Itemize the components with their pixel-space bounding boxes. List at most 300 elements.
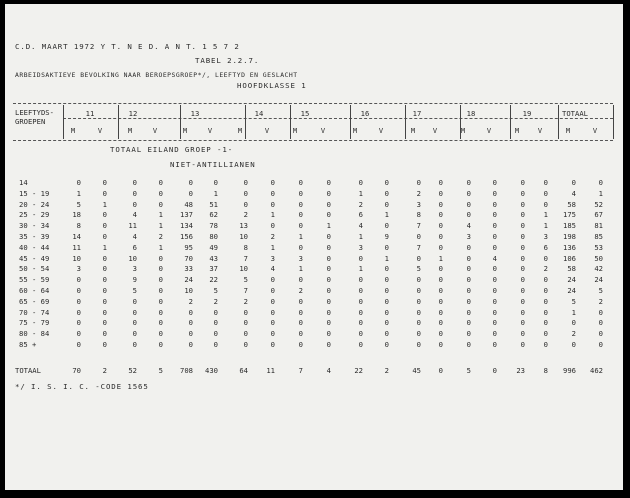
row-age-group: 20 - 24 (19, 199, 50, 209)
table-cell: 0 (598, 318, 603, 328)
sub-header: M (410, 127, 416, 135)
table-cell: 0 (492, 286, 497, 295)
table-cell: 0 (543, 286, 548, 295)
table-cell: 48 (184, 199, 193, 209)
table-cell: 8 (76, 221, 81, 231)
table-cell: 51 (209, 199, 218, 209)
table-cell: 0 (492, 340, 497, 349)
table-cell: 0 (102, 286, 107, 295)
table-cell: 0 (132, 188, 137, 198)
table-cell: 0 (384, 242, 389, 252)
total-cell: 2 (102, 366, 107, 375)
sub-header: V (152, 127, 158, 135)
table-cell: 0 (543, 275, 548, 285)
table-cell: 0 (326, 296, 331, 306)
table-cell: 0 (298, 221, 303, 231)
table-cell: 14 (72, 232, 81, 241)
sub-header: M (352, 127, 358, 135)
table-cell: 0 (243, 188, 248, 198)
table-cell: 0 (543, 178, 548, 187)
table-cell: 5 (571, 296, 576, 306)
table-cell: 0 (270, 296, 275, 306)
table-cell: 70 (184, 253, 193, 263)
table-cell: 0 (243, 178, 248, 187)
table-cell: 8 (243, 242, 248, 252)
table-cell: 0 (326, 318, 331, 328)
sub-header: M (292, 127, 298, 135)
table-cell: 0 (326, 275, 331, 285)
table-cell: 185 (563, 221, 576, 231)
table-cell: 0 (188, 178, 193, 187)
table-cell: 1 (213, 188, 218, 198)
section-subtitle: NIET-ANTILLIANEN (170, 160, 256, 169)
table-cell: 0 (520, 242, 525, 252)
table-cell: 136 (563, 242, 576, 252)
total-cell: 52 (128, 366, 137, 375)
table-cell: 0 (543, 188, 548, 198)
column-divider (118, 105, 119, 139)
table-cell: 0 (466, 178, 471, 187)
table-cell: 2 (270, 232, 275, 241)
table-cell: 1 (358, 188, 363, 198)
table-cell: 134 (180, 221, 193, 231)
table-cell: 0 (358, 329, 363, 339)
table-cell: 0 (102, 178, 107, 187)
table-cell: 0 (438, 178, 443, 187)
table-cell: 0 (598, 178, 603, 187)
table-cell: 0 (384, 188, 389, 198)
header-line-1: C.D. MAART 1972 Y T. N E D. A N T. 1 5 7 2 (15, 42, 240, 51)
table-cell: 0 (438, 199, 443, 209)
table-cell: 37 (209, 264, 218, 274)
table-cell: 0 (492, 307, 497, 317)
group-header: 14 (254, 109, 264, 118)
table-cell: 0 (416, 232, 421, 241)
table-cell: 5 (132, 286, 137, 295)
table-cell: 0 (243, 307, 248, 317)
table-cell: 0 (466, 253, 471, 263)
table-cell: 0 (438, 242, 443, 252)
table-cell: 0 (298, 275, 303, 285)
header-bottom-rule (13, 140, 613, 141)
table-cell: 0 (188, 318, 193, 328)
table-cell: 0 (158, 275, 163, 285)
table-cell: 156 (180, 232, 193, 241)
table-cell: 0 (298, 307, 303, 317)
table-cell: 0 (543, 199, 548, 209)
table-cell: 0 (132, 329, 137, 339)
row-age-group: 15 - 19 (19, 188, 50, 198)
table-cell: 0 (466, 329, 471, 339)
table-cell: 0 (158, 188, 163, 198)
table-cell: 0 (438, 221, 443, 231)
table-cell: 0 (188, 188, 193, 198)
group-header: 19 (522, 109, 532, 118)
table-cell: 0 (492, 296, 497, 306)
table-cell: 1 (270, 242, 275, 252)
sub-header: V (207, 127, 213, 135)
table-cell: 0 (438, 286, 443, 295)
table-cell: 0 (438, 329, 443, 339)
table-cell: 0 (102, 296, 107, 306)
table-cell: 0 (76, 286, 81, 295)
table-cell: 0 (76, 329, 81, 339)
table-cell: 81 (594, 221, 603, 231)
table-cell: 1 (438, 253, 443, 263)
table-cell: 1 (358, 264, 363, 274)
group-header: 17 (412, 109, 422, 118)
row-age-group: 75 - 79 (19, 318, 50, 328)
table-cell: 0 (520, 188, 525, 198)
table-cell: 0 (102, 275, 107, 285)
table-cell: 3 (298, 253, 303, 263)
table-cell: 2 (213, 296, 218, 306)
table-cell: 4 (358, 221, 363, 231)
table-cell: 5 (243, 275, 248, 285)
table-cell: 52 (594, 199, 603, 209)
table-cell: 0 (466, 199, 471, 209)
table-cell: 0 (102, 188, 107, 198)
sub-header: M (565, 127, 571, 135)
sub-header: M (70, 127, 76, 135)
table-cell: 13 (239, 221, 248, 231)
table-cell: 1 (384, 253, 389, 263)
table-cell: 0 (520, 210, 525, 220)
table-cell: 0 (102, 221, 107, 231)
table-cell: 0 (492, 242, 497, 252)
sub-header: V (537, 127, 543, 135)
table-cell: 4 (132, 232, 137, 241)
table-cell: 1 (543, 221, 548, 231)
table-cell: 5 (76, 199, 81, 209)
table-cell: 0 (492, 199, 497, 209)
table-cell: 0 (492, 264, 497, 274)
column-divider (613, 105, 614, 139)
table-cell: 0 (102, 210, 107, 220)
table-cell: 0 (466, 340, 471, 349)
table-cell: 0 (213, 178, 218, 187)
table-cell: 43 (209, 253, 218, 263)
table-cell: 0 (520, 296, 525, 306)
table-cell: 0 (520, 318, 525, 328)
table-cell: 0 (76, 296, 81, 306)
table-cell: 10 (184, 286, 193, 295)
table-cell: 0 (132, 178, 137, 187)
table-cell: 10 (128, 253, 137, 263)
group-header: TOTAAL (562, 109, 588, 118)
table-cell: 0 (188, 329, 193, 339)
row-age-group: 80 - 84 (19, 329, 50, 339)
table-cell: 0 (384, 221, 389, 231)
table-cell: 0 (102, 253, 107, 263)
table-cell: 0 (492, 188, 497, 198)
table-cell: 0 (270, 221, 275, 231)
table-cell: 0 (438, 340, 443, 349)
table-cell: 0 (466, 242, 471, 252)
table-cell: 85 (594, 232, 603, 241)
table-cell: 0 (298, 340, 303, 349)
table-cell: 1 (384, 210, 389, 220)
table-cell: 0 (158, 296, 163, 306)
table-cell: 0 (598, 340, 603, 349)
table-cell: 0 (158, 318, 163, 328)
table-cell: 24 (594, 275, 603, 285)
table-cell: 0 (326, 199, 331, 209)
table-cell: 106 (563, 253, 576, 263)
table-cell: 5 (598, 286, 603, 295)
table-cell: 6 (543, 242, 548, 252)
table-cell: 5 (416, 264, 421, 274)
table-cell: 67 (594, 210, 603, 220)
document-page (5, 4, 623, 490)
total-cell: 5 (158, 366, 163, 375)
table-cell: 0 (438, 275, 443, 285)
table-cell: 0 (326, 188, 331, 198)
table-cell: 0 (132, 318, 137, 328)
table-cell: 0 (102, 329, 107, 339)
table-cell: 0 (158, 307, 163, 317)
top-rule (13, 103, 613, 104)
table-cell: 0 (492, 178, 497, 187)
table-cell: 0 (102, 340, 107, 349)
table-cell: 3 (466, 232, 471, 241)
table-cell: 0 (326, 232, 331, 241)
table-cell: 3 (358, 242, 363, 252)
table-cell: 0 (520, 340, 525, 349)
table-cell: 0 (76, 340, 81, 349)
column-divider (63, 105, 64, 139)
table-cell: 7 (416, 242, 421, 252)
table-cell: 0 (438, 232, 443, 241)
table-cell: 0 (158, 329, 163, 339)
table-cell: 0 (416, 318, 421, 328)
table-cell: 0 (298, 318, 303, 328)
table-cell: 0 (158, 264, 163, 274)
table-cell: 4 (571, 188, 576, 198)
table-cell: 0 (188, 307, 193, 317)
table-cell: 0 (492, 221, 497, 231)
table-cell: 5 (213, 286, 218, 295)
table-cell: 42 (594, 264, 603, 274)
table-cell: 0 (243, 318, 248, 328)
table-cell: 137 (180, 210, 193, 220)
table-cell: 0 (270, 275, 275, 285)
total-cell: 0 (492, 366, 497, 375)
table-cell: 0 (358, 286, 363, 295)
table-cell: 0 (358, 253, 363, 263)
group-header: 11 (85, 109, 95, 118)
table-cell: 0 (543, 329, 548, 339)
table-cell: 0 (543, 340, 548, 349)
table-cell: 0 (326, 242, 331, 252)
table-cell: 4 (132, 210, 137, 220)
sub-header: M (127, 127, 133, 135)
table-cell: 0 (466, 318, 471, 328)
table-cell: 0 (416, 275, 421, 285)
table-cell: 1 (158, 210, 163, 220)
table-subtitle: HOOFDKLASSE 1 (237, 81, 307, 90)
table-cell: 2 (243, 210, 248, 220)
table-cell: 0 (76, 307, 81, 317)
table-cell: 0 (158, 286, 163, 295)
table-cell: 0 (466, 264, 471, 274)
table-cell: 1 (76, 188, 81, 198)
table-cell: 2 (416, 188, 421, 198)
row-age-group: 35 - 39 (19, 232, 50, 241)
table-cell: 7 (243, 253, 248, 263)
table-cell: 95 (184, 242, 193, 252)
table-cell: 4 (466, 221, 471, 231)
sub-header: M (460, 127, 466, 135)
table-cell: 0 (132, 307, 137, 317)
row-age-group: 14 (19, 178, 28, 187)
table-cell: 2 (571, 329, 576, 339)
table-cell: 80 (209, 232, 218, 241)
table-cell: 6 (358, 210, 363, 220)
total-cell: 22 (354, 366, 363, 375)
table-cell: 0 (384, 340, 389, 349)
table-cell: 0 (358, 318, 363, 328)
table-cell: 0 (384, 296, 389, 306)
table-cell: 4 (492, 253, 497, 263)
table-cell: 0 (298, 329, 303, 339)
table-cell: 0 (438, 210, 443, 220)
table-cell: 0 (102, 232, 107, 241)
total-cell: 45 (412, 366, 421, 375)
table-cell: 0 (270, 286, 275, 295)
table-cell: 0 (270, 329, 275, 339)
total-cell: 7 (298, 366, 303, 375)
table-cell: 22 (209, 275, 218, 285)
table-cell: 0 (492, 275, 497, 285)
table-cell: 0 (520, 329, 525, 339)
table-cell: 0 (298, 296, 303, 306)
table-cell: 0 (520, 221, 525, 231)
table-cell: 24 (184, 275, 193, 285)
table-cell: 10 (239, 232, 248, 241)
row-age-group: 50 - 54 (19, 264, 50, 274)
table-cell: 0 (243, 199, 248, 209)
table-cell: 1 (158, 221, 163, 231)
table-cell: 0 (492, 232, 497, 241)
table-cell: 0 (466, 307, 471, 317)
table-cell: 3 (132, 264, 137, 274)
table-cell: 0 (571, 318, 576, 328)
table-cell: 0 (466, 275, 471, 285)
table-cell: 24 (567, 286, 576, 295)
table-cell: 0 (326, 286, 331, 295)
table-cell: 24 (567, 275, 576, 285)
row-age-group: 70 - 74 (19, 307, 50, 317)
group-header: 15 (300, 109, 310, 118)
group-header: 16 (360, 109, 370, 118)
sub-header: V (486, 127, 492, 135)
group-header: 18 (466, 109, 476, 118)
table-cell: 2 (243, 296, 248, 306)
table-cell: 0 (326, 210, 331, 220)
table-cell: 50 (594, 253, 603, 263)
table-cell: 0 (270, 307, 275, 317)
table-cell: 0 (543, 296, 548, 306)
table-cell: 0 (466, 210, 471, 220)
group-header: 13 (190, 109, 200, 118)
table-cell: 0 (76, 275, 81, 285)
table-cell: 6 (132, 242, 137, 252)
sub-header: V (97, 127, 103, 135)
table-cell: 7 (416, 221, 421, 231)
table-cell: 1 (298, 232, 303, 241)
table-cell: 0 (598, 329, 603, 339)
table-cell: 0 (213, 307, 218, 317)
table-cell: 0 (102, 307, 107, 317)
table-cell: 9 (384, 232, 389, 241)
row-age-group: 30 - 34 (19, 221, 50, 231)
table-cell: 1 (158, 242, 163, 252)
table-cell: 0 (571, 340, 576, 349)
table-cell: 78 (209, 221, 218, 231)
table-cell: 1 (543, 210, 548, 220)
table-cell: 3 (270, 253, 275, 263)
table-cell: 0 (520, 253, 525, 263)
table-cell: 0 (158, 178, 163, 187)
column-divider (558, 105, 559, 139)
table-cell: 0 (598, 307, 603, 317)
table-cell: 0 (270, 199, 275, 209)
table-cell: 0 (492, 318, 497, 328)
table-cell: 1 (358, 232, 363, 241)
table-cell: 0 (76, 318, 81, 328)
table-cell: 0 (466, 188, 471, 198)
table-cell: 198 (563, 232, 576, 241)
section-title: TOTAAL EILAND GROEP -1- (110, 145, 234, 154)
table-cell: 3 (76, 264, 81, 274)
table-cell: 1 (298, 264, 303, 274)
sub-header: M (237, 127, 243, 135)
table-cell: 0 (543, 318, 548, 328)
table-cell: 1 (326, 221, 331, 231)
table-cell: 0 (158, 253, 163, 263)
table-cell: 0 (416, 307, 421, 317)
table-cell: 0 (270, 318, 275, 328)
table-cell: 0 (243, 329, 248, 339)
table-cell: 0 (213, 318, 218, 328)
table-cell: 0 (416, 178, 421, 187)
row-age-group: 40 - 44 (19, 242, 50, 252)
table-cell: 0 (358, 275, 363, 285)
total-cell: 23 (516, 366, 525, 375)
table-cell: 0 (571, 178, 576, 187)
table-cell: 0 (466, 296, 471, 306)
total-cell: 462 (590, 366, 603, 375)
table-cell: 0 (384, 178, 389, 187)
footnote: */ I. S. I. C. -CODE 1565 (15, 382, 149, 391)
total-cell: 708 (180, 366, 193, 375)
table-cell: 0 (326, 253, 331, 263)
total-cell: 5 (466, 366, 471, 375)
total-cell: 70 (72, 366, 81, 375)
sub-header: V (378, 127, 384, 135)
table-cell: 0 (384, 264, 389, 274)
total-cell: 430 (205, 366, 218, 375)
table-cell: 0 (520, 307, 525, 317)
table-cell: 0 (298, 199, 303, 209)
table-cell: 8 (416, 210, 421, 220)
table-cell: 3 (416, 199, 421, 209)
total-cell: 11 (266, 366, 275, 375)
table-cell: 0 (132, 340, 137, 349)
table-cell: 11 (72, 242, 81, 252)
group-header: 12 (128, 109, 138, 118)
